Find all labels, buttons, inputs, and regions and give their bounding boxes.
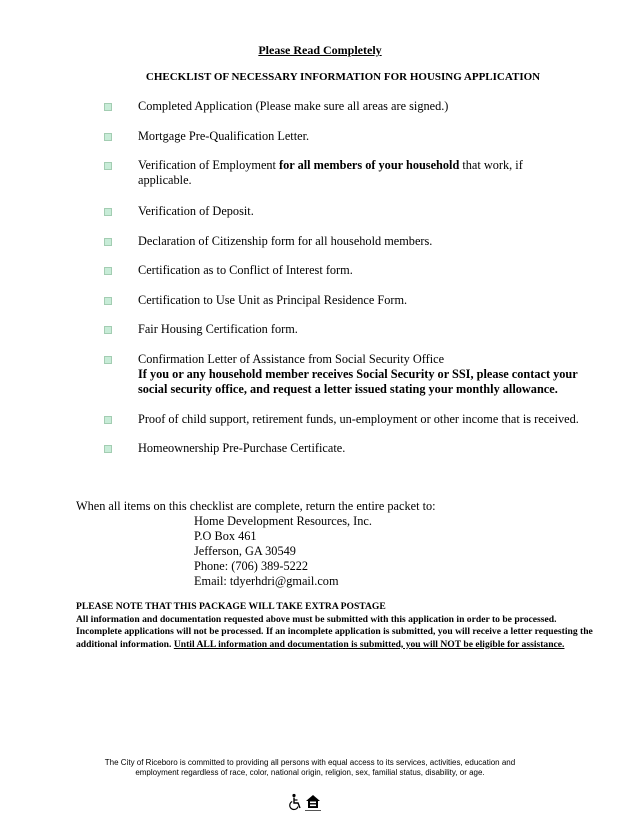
item-text: Certification to Use Unit as Principal Residence Form.: [138, 293, 408, 307]
checkbox[interactable]: [104, 238, 112, 246]
checkbox[interactable]: [104, 326, 112, 334]
address-email: Email: tdyerhdri@gmail.com: [194, 574, 339, 588]
checkbox[interactable]: [104, 356, 112, 364]
checklist-heading: CHECKLIST OF NECESSARY INFORMATION FOR HOUSING APPLICATION: [145, 71, 541, 83]
item-text: Verification of Deposit.: [138, 204, 254, 218]
checkbox[interactable]: [104, 133, 112, 141]
accessibility-logos: [287, 793, 327, 813]
footer-line-1: The City of Riceboro is committed to providing all persons with equal access to its services, activities, education and: [104, 758, 516, 767]
item-text: Certification as to Conflict of Interest form.: [138, 263, 353, 277]
checkbox[interactable]: [104, 416, 112, 424]
page-title: Please Read Completely: [258, 43, 382, 57]
item-text: Homeownership Pre-Purchase Certificate.: [138, 441, 346, 455]
checkbox[interactable]: [104, 267, 112, 275]
address-po-box: P.O Box 461: [194, 529, 257, 543]
item-text: Mortgage Pre-Qualification Letter.: [138, 129, 310, 143]
address-city: Jefferson, GA 30549: [194, 544, 296, 558]
checkbox[interactable]: [104, 208, 112, 216]
checkbox[interactable]: [104, 445, 112, 453]
checkbox[interactable]: [104, 162, 112, 170]
notice-headline: PLEASE NOTE THAT THIS PACKAGE WILL TAKE EXTRA POSTAGE: [76, 601, 386, 612]
footer-line-2: employment regardless of race, color, national origin, religion, sex, familial status, disability, or age.: [135, 768, 485, 777]
item-text: Declaration of Citizenship form for all household members.: [138, 234, 433, 248]
wheelchair-icon: [290, 794, 300, 810]
postage-notice: [76, 601, 596, 651]
return-instruction: When all items on this checklist are complete, return the entire packet to:: [76, 499, 436, 513]
address-org: Home Development Resources, Inc.: [194, 514, 372, 528]
item-text: Proof of child support, retirement funds, un-employment or other income that is received.: [138, 412, 579, 426]
item-text: Verification of Employment for all members of your household that work, if applicable.: [138, 158, 523, 187]
nondiscrimination-footer: [0, 758, 620, 778]
mailing-address: [194, 514, 372, 589]
item-text: Confirmation Letter of Assistance from Social Security Office: [138, 352, 445, 366]
notice-underlined: Until ALL information and documentation is submitted, you will NOT be eligible for assistance.: [173, 638, 565, 650]
item-text: Fair Housing Certification form.: [138, 322, 298, 336]
checkbox[interactable]: [104, 297, 112, 305]
notice-body: All information and documentation requested above must be submitted with this application in order to be processed. Incomplete applications will not be processed. If an incomplete application is submitted, you will receive a letter requesting the additional information.: [76, 613, 593, 650]
item-bold-note: If you or any household member receives Social Security or SSI, please contact your social security office, and request a letter issued stating your monthly allowance.: [138, 367, 578, 396]
address-phone: Phone: (706) 389-5222: [194, 559, 309, 573]
item-text: Completed Application (Please make sure all areas are signed.): [138, 99, 449, 113]
equal-housing-icon: [305, 795, 321, 811]
checkbox[interactable]: [104, 103, 112, 111]
